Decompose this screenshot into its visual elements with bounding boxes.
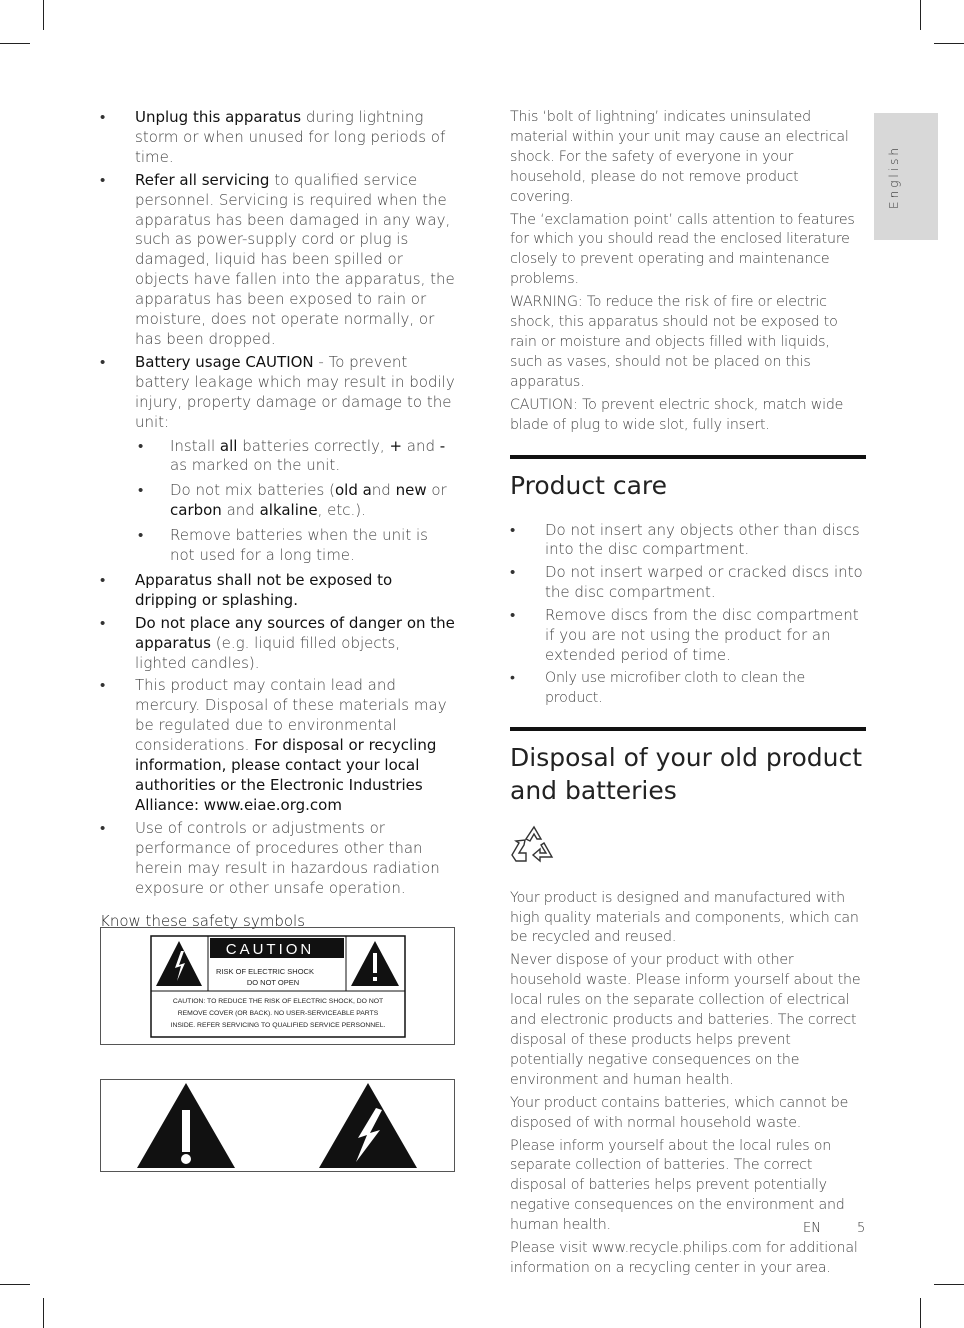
disposal-paragraph: Your product is designed and manufactured with high quality materials and components, which can be recycled and reused. — [510, 889, 859, 946]
language-tab-label: English — [887, 145, 901, 209]
disposal-heading: Disposal of your old product and batteries — [510, 742, 863, 805]
crop-mark — [0, 43, 30, 44]
list-item: • Do not insert any objects other than discs into the disc compartment. — [510, 521, 866, 561]
caution-text: CAUTION: To prevent electric shock, match wide blade of plug to wide slot, fully insert. — [510, 396, 844, 433]
lightning-triangle-icon — [319, 1083, 417, 1168]
footer-language: EN — [803, 1221, 821, 1236]
crop-mark — [0, 1284, 30, 1285]
section-rule — [510, 455, 866, 459]
caution-label-box — [100, 927, 455, 1045]
safety-symbols-box — [100, 1079, 455, 1172]
list-item: • Do not mix batteries (old and new or carbon and alkaline, etc.). — [135, 481, 456, 521]
disposal-paragraph: Please visit www.recycle.philips.com for additional information on a recycling center in your area. — [510, 1240, 858, 1276]
product-care-list — [510, 521, 866, 709]
section-rule — [510, 727, 866, 731]
list-item: • Unplug this apparatus during lightning storm or when unused for long periods of time. — [100, 108, 456, 168]
recycle-icon — [510, 823, 558, 871]
safety-symbols-heading: Know these safety symbols — [100, 912, 306, 931]
disposal-paragraph: Your product contains batteries, which cannot be disposed of with normal household waste. — [510, 1094, 849, 1131]
lightning-description: This ‘bolt of lightning’ indicates uninsulated material within your unit may cause an electrical shock. For the safety of everyone in your household, please do not remove product covering. — [510, 109, 849, 205]
list-item: • Use of controls or adjustments or performance of procedures other than herein may result in hazardous radiation exposure or other unsafe operation. — [100, 819, 456, 899]
exclamation-triangle-icon — [137, 1083, 235, 1168]
right-column — [510, 108, 866, 1282]
crop-mark — [920, 0, 921, 30]
exclamation-description: The ‘exclamation point’ calls attention to features for which you should read the enclosed literature closely to prevent operating and maintenance problems. — [510, 211, 855, 288]
list-item: • Refer all servicing to qualified service personnel. Servicing is required when the apparatus has been damaged in any way, such as power-supply cord or plug is damaged, liquid has been spilled or objects have fallen into the apparatus, the apparatus has been exposed to rain or moisture, does not operate normally, or has been dropped. — [100, 171, 456, 350]
crop-mark — [934, 43, 964, 44]
safety-list — [100, 108, 456, 898]
list-item: • Only use microfiber cloth to clean the product. — [510, 669, 866, 709]
list-item: • Battery usage CAUTION - To prevent battery leakage which may result in bodily injury, property damage or damage to the unit: • Install all batteries correctly, + and - as marked on the unit. • Do not mix batteries (old and new or carbon and alkaline, etc.). • Remove batteries when the unit is not used for a long time. — [100, 353, 456, 566]
caution-risk-text: DO NOT OPEN — [246, 978, 300, 987]
list-item: • Install all batteries correctly, + and - as marked on the unit. — [135, 437, 456, 477]
caution-label — [101, 928, 454, 1044]
list-item: • This product may contain lead and mercury. Disposal of these materials may be regulated due to environmental considerations. For disposal or recycling information, please contact your local authorities or the Electronic Industries Alliance: www.eiae.org.com — [100, 676, 456, 815]
crop-mark — [934, 1284, 964, 1285]
warning-text: WARNING: To reduce the risk of fire or electric shock, this apparatus should not be exposed to rain or moisture and objects filled with liquids, such as vases, should not be placed on this apparatus. — [510, 294, 838, 390]
list-item: • Apparatus shall not be exposed to dripping or splashing. — [100, 571, 456, 611]
disposal-paragraph: Never dispose of your product with other household waste. Please inform yourself about the local rules on the separate collection of electrical and electronic products and batteries. The correct disposal of these products helps prevent potentially negative consequences on the environment and human health. — [510, 952, 861, 1088]
list-item: • Remove batteries when the unit is not used for a long time. — [135, 526, 456, 566]
list-item: • Remove discs from the disc compartment if you are not using the product for an extended period of time. — [510, 606, 866, 666]
left-column — [100, 108, 456, 930]
crop-mark — [920, 1298, 921, 1328]
crop-mark — [43, 0, 44, 30]
list-item: • Do not insert warped or cracked discs into the disc compartment. — [510, 563, 866, 603]
caution-title: CAUTION — [225, 941, 315, 958]
caution-risk-text: RISK OF ELECTRIC SHOCK — [216, 967, 314, 976]
disposal-paragraph: Please inform yourself about the local rules on separate collection of batteries. The correct disposal of batteries helps prevent potentially negative consequences on the environment and human health. — [510, 1137, 845, 1234]
safety-symbols — [101, 1080, 454, 1171]
caution-body-text: REMOVE COVER (OR BACK). NO USER-SERVICEABLE PARTS — [177, 1010, 379, 1017]
language-tab — [874, 113, 938, 240]
battery-sublist — [135, 437, 456, 566]
list-item: • Do not place any sources of danger on the apparatus (e.g. liquid filled objects, lighted candles). — [100, 614, 456, 674]
caution-body-text: INSIDE. REFER SERVICING TO QUALIFIED SERVICE PERSONNEL. — [170, 1022, 386, 1029]
crop-mark — [43, 1298, 44, 1328]
caution-body-text: CAUTION: TO REDUCE THE RISK OF ELECTRIC SHOCK, DO NOT — [172, 998, 384, 1005]
product-care-heading: Product care — [510, 470, 668, 500]
page-number: 5 — [857, 1221, 866, 1236]
